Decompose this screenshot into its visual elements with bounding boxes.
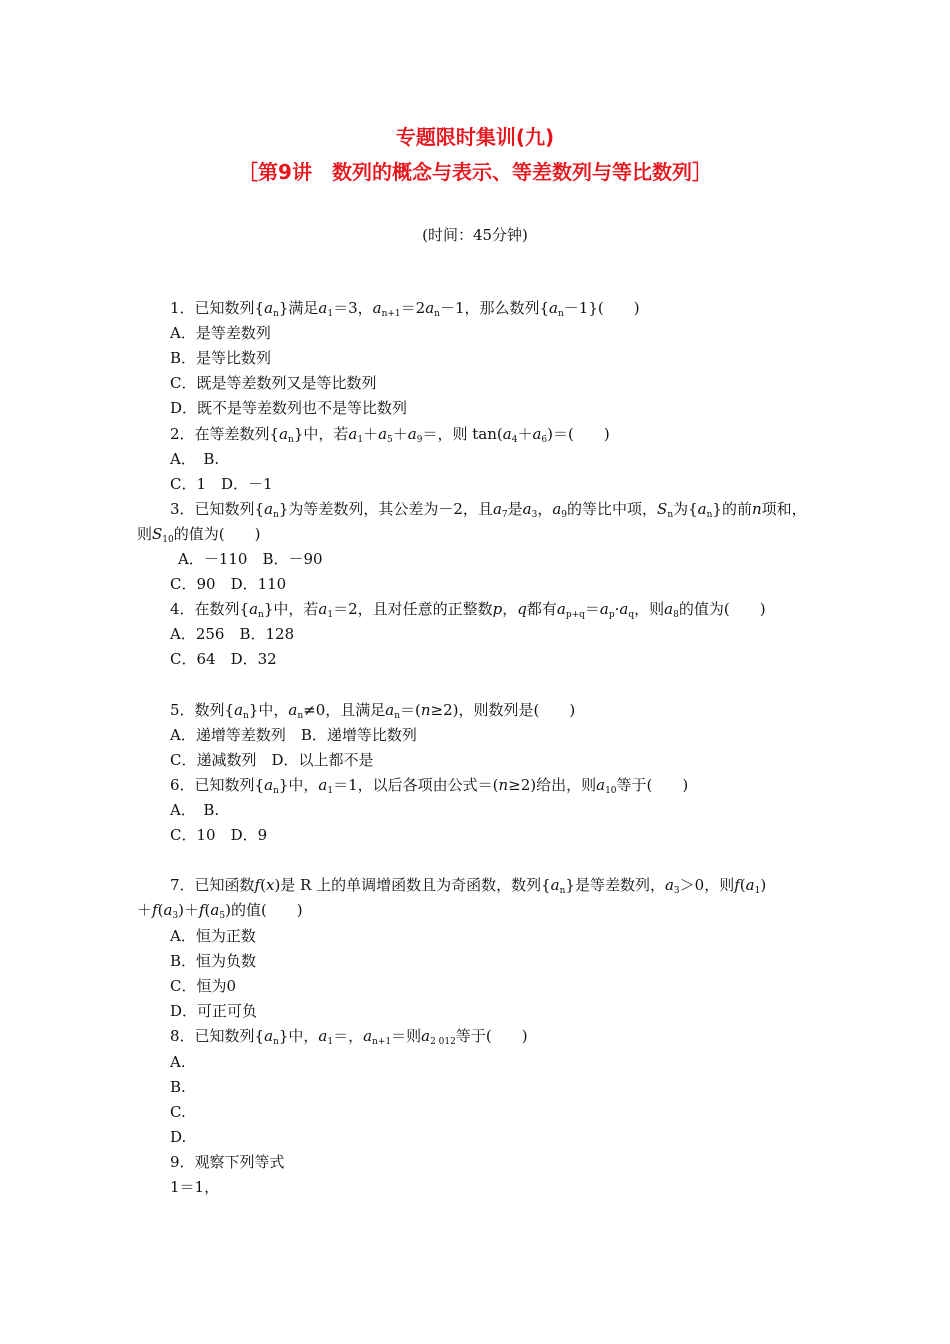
question-9-stem: 9．观察下列等式 (170, 1153, 285, 1171)
question-7-option-c: C．恒为0 (170, 977, 237, 995)
question-5-options-cd: C．递减数列 D．以上都不是 (170, 751, 374, 769)
question-3-options-ab: A．－110 B．－90 (178, 550, 323, 568)
question-2-stem: 2．在等差数列$\{a_n\}$中，若$a_1+a_5+a_9=$，则 $\tan(a_4+a_6)=$( ) (170, 425, 610, 445)
question-1-option-d: D．既不是等差数列也不是等比数列 (170, 399, 408, 417)
question-2-options-ab: A． B. (170, 450, 220, 468)
question-6-stem: 6．已知数列$\{a_n\}$中，$a_1=1$，以后各项由公式＝(n≥2)给出，则$a_{10}$等于( ) (170, 776, 689, 796)
question-8-stem: 8．已知数列$\{a_n\}$中，$a_1=$，$a_{n+1}=$则$a_{2 012}$等于( ) (170, 1027, 528, 1047)
page-subtitle: ［第9讲 数列的概念与表示、等差数列与等比数列］ (238, 160, 712, 184)
question-5-options-ab: A．递增等差数列 B．递增等比数列 (170, 726, 417, 744)
question-7-stem-line2: $+f(a_3)+f(a_5)$的值( ) (137, 901, 303, 921)
question-7-option-d: D．可正可负 (170, 1002, 258, 1020)
question-9-line2: 1＝1， (170, 1178, 220, 1196)
question-5-stem: 5．数列$\{a_n\}$中，$a_n\ne 0$，且满足$a_n=(n\ge 2)$，则数列是( ) (170, 701, 576, 721)
question-8-option-c: C. (170, 1103, 186, 1121)
question-1-option-a: A．是等差数列 (170, 324, 271, 342)
question-4-options-cd: C．64 D．32 (170, 650, 277, 668)
question-1-option-c: C．既是等差数列又是等比数列 (170, 374, 377, 392)
question-3-options-cd: C．90 D．110 (170, 575, 287, 593)
question-8-option-b: B. (170, 1078, 186, 1096)
question-8-option-a: A. (170, 1053, 186, 1071)
question-7-option-b: B．恒为负数 (170, 952, 257, 970)
question-6-options-ab: A． B. (170, 801, 220, 819)
question-4-stem: 4．在数列$\{a_n\}$中，若$a_1=2$，且对任意的正整数p，q都有$a_{p+q}=a_p\cdot a_q$，则$a_8$的值为( ) (170, 600, 766, 620)
question-8-option-d: D. (170, 1128, 187, 1146)
question-2-options-cd: C．1 D．－1 (170, 475, 273, 493)
page-title: 专题限时集训(九) (395, 125, 555, 149)
question-3-stem-line2: 则$S_{10}$的值为( ) (137, 525, 261, 545)
question-7-stem: 7．已知函数f(x)是 R 上的单调增函数且为奇函数，数列$\{a_n\}$是等差数列，$a_3>0$，则$f(a_1)$ (170, 876, 767, 896)
question-7-option-a: A．恒为正数 (170, 927, 256, 945)
question-1-stem: 1．已知数列$\{a_n\}$满足$a_1=3$，$a_{n+1}=2a_n-1$，那么数列$\{a_n-1\}$( ) (170, 299, 640, 319)
question-6-options-cd: C．10 D．9 (170, 826, 268, 844)
time-note: (时间：45分钟) (422, 226, 528, 244)
question-1-option-b: B．是等比数列 (170, 349, 272, 367)
question-3-stem: 3．已知数列$\{a_n\}$为等差数列，其公差为－2，且$a_7$是$a_3$，$a_9$的等比中项，$S_n$为$\{a_n\}$的前n项和， (170, 500, 807, 520)
question-4-options-ab: A．256 B．128 (170, 625, 295, 643)
